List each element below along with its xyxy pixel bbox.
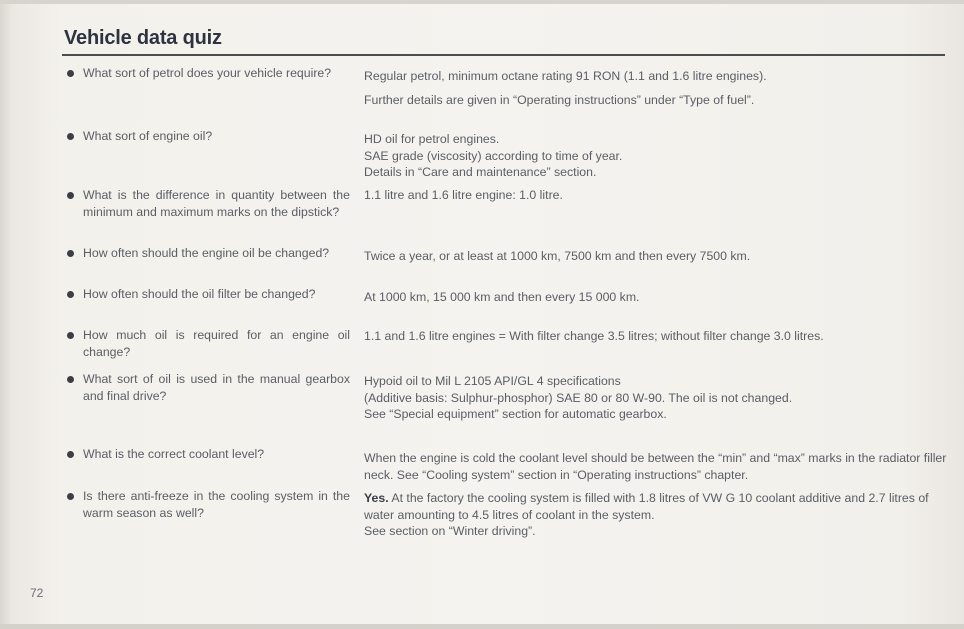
question-text: How often should the engine oil be changed? [83,246,330,260]
answer-line: Twice a year, or at least at 1000 km, 7500 km and then every 7500 km. [364,249,751,263]
answer [364,289,949,306]
question [64,488,350,521]
page-title: Vehicle data quiz [64,27,222,49]
question-text: What is the difference in quantity between the minimum and maximum marks on the dipstick? [83,188,350,219]
answer-line: HD oil for petrol engines. [364,132,500,146]
answer [364,490,949,540]
question-text: Is there anti-freeze in the cooling system in the warm season as well? [83,489,350,520]
bullet-icon [67,192,74,199]
question-text: What sort of petrol does your vehicle require? [83,66,332,80]
question [64,128,350,145]
question [64,327,350,360]
answer-line: 1.1 litre and 1.6 litre engine: 1.0 litre. [364,188,563,202]
page-top-edge [0,0,964,4]
answer [364,373,949,423]
answer-line [364,490,949,523]
answer [364,187,949,204]
answer-line: Further details are given in “Operating instructions” under “Type of fuel”. [364,92,755,107]
title-rule [62,54,945,56]
answer [364,248,949,265]
question [64,446,350,463]
bullet-icon [67,493,74,500]
page-bottom-edge [0,624,964,629]
answer-line: At 1000 km, 15 000 km and then every 15 000 km. [364,290,640,304]
question-text: What sort of engine oil? [83,129,213,143]
answer-line: Regular petrol, minimum octane rating 91 RON (1.1 and 1.6 litre engines). [364,69,767,83]
bullet-icon [67,133,74,140]
question-text: How often should the oil filter be changed? [83,287,316,301]
answer-lead: Yes. [364,491,389,505]
question-text: What is the correct coolant level? [83,447,265,461]
question [64,371,350,404]
answer-line: When the engine is cold the coolant level should be between the “min” and “max” marks in the radiator filler neck. See “Cooling system” section in “Operating instructions” chapter. [364,451,947,482]
answer-line: Hypoid oil to Mil L 2105 API/GL 4 specifications [364,374,621,388]
answer-text: At the factory the cooling system is filled with 1.8 litres of VW G 10 coolant additive and 2.7 litres of water amounting to 4.5 litres of coolant in the system. [364,491,929,522]
bullet-icon [67,376,74,383]
answer-line: 1.1 and 1.6 litre engines = With filter change 3.5 litres; without filter change 3.0 litres. [364,329,824,343]
answer-line: See section on “Winter driving”. [364,524,536,538]
bullet-icon [67,332,74,339]
answer [364,328,949,345]
answer-line: (Additive basis: Sulphur-phosphor) SAE 80 or 80 W-90. The oil is not changed. [364,390,793,405]
answer-line: SAE grade (viscosity) according to time of year. [364,148,623,163]
bullet-icon [67,70,74,77]
answer [364,68,949,108]
question [64,187,350,220]
bullet-icon [67,451,74,458]
question-text: What sort of oil is used in the manual gearbox and final drive? [83,372,350,403]
page-number: 72 [30,586,44,600]
answer-line: Details in “Care and maintenance” section. [364,165,597,179]
bullet-icon [67,250,74,257]
question [64,286,350,303]
answer [364,131,949,181]
answer [364,450,949,483]
bullet-icon [67,291,74,298]
answer-line: See “Special equipment” section for automatic gearbox. [364,407,667,421]
question [64,65,350,82]
question [64,245,350,262]
question-text: How much oil is required for an engine oil change? [83,328,350,359]
